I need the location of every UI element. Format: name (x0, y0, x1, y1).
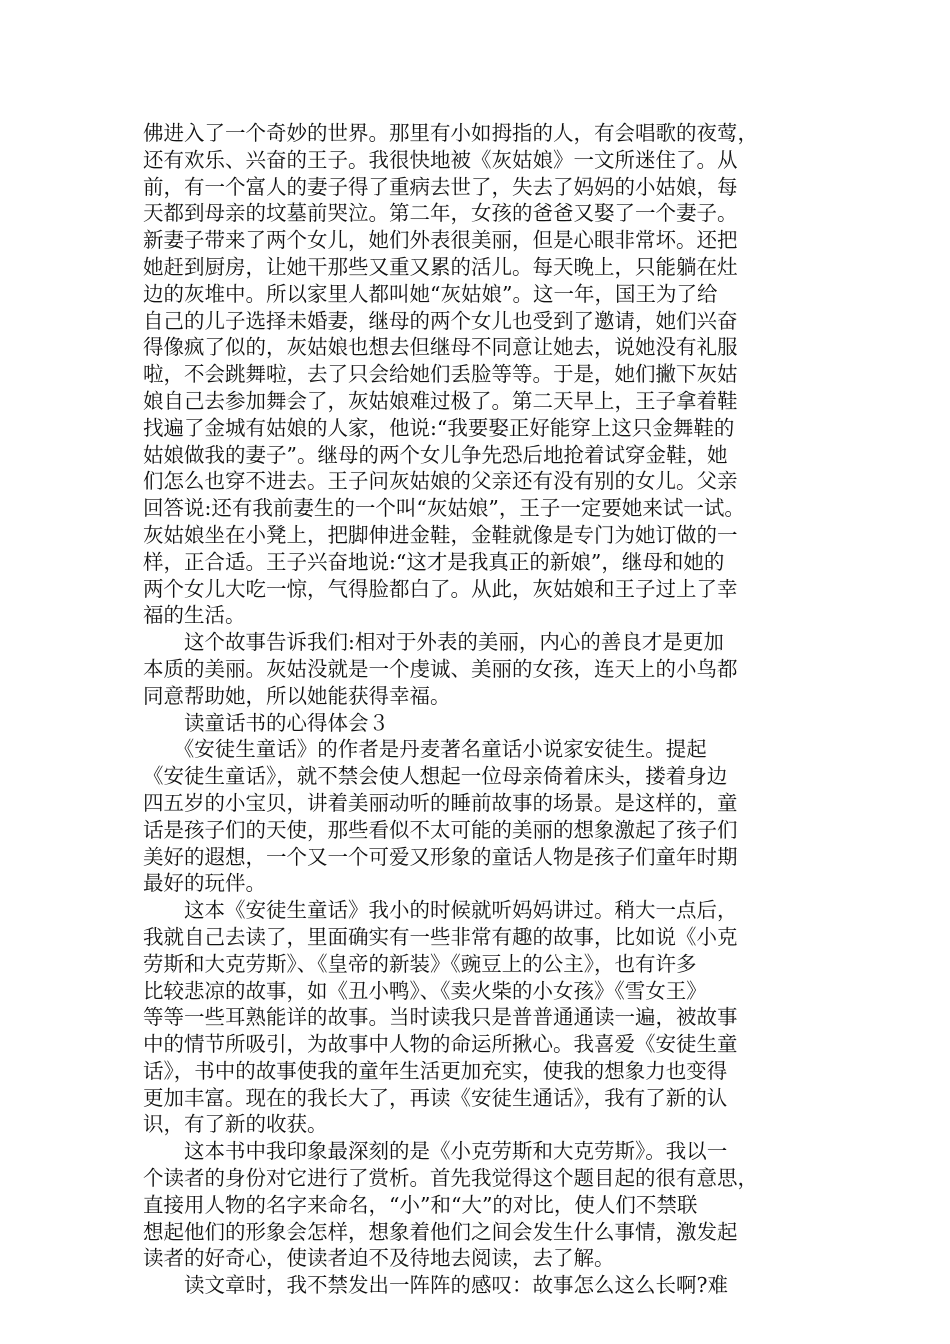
text-line: 等等一些耳熟能详的故事。当时读我只是普普通通读一遍，被故事 (143, 1005, 738, 1030)
text-line: 识，有了新的收获。 (143, 1112, 328, 1137)
text-line: 前，有一个富人的妻子得了重病去世了，失去了妈妈的小姑娘，每 (143, 174, 738, 199)
text-line: 最好的玩伴。 (143, 871, 266, 896)
text-line: 找遍了金城有姑娘的人家，他说:“我要娶正好能穿上这只金舞鞋的 (143, 415, 735, 440)
text-line: 本质的美丽。灰姑没就是一个虔诚、美丽的女孩，连天上的小鸟都 (143, 656, 738, 681)
text-line: 佛进入了一个奇妙的世界。那里有小如拇指的人，有会唱歌的夜莺， (143, 121, 758, 145)
text-line: 这本书中我印象最深刻的是《小克劳斯和大克劳斯》。我以一 (143, 1139, 728, 1164)
text-line: 个读者的身份对它进行了赏析。首先我觉得这个题目起的很有意思， (143, 1166, 758, 1191)
text-line: 劳斯和大克劳斯》、《皇帝的新装》《豌豆上的公主》，也有许多 (143, 951, 697, 976)
text-line: 两个女儿大吃一惊，气得脸都白了。从此，灰姑娘和王子过上了幸 (143, 576, 738, 601)
text-line: 边的灰堆中。所以家里人都叫她“灰姑娘”。这一年，国王为了给 (143, 281, 718, 306)
text-line: 得像疯了似的，灰姑娘也想去但继母不同意让她去，说她没有礼服 (143, 335, 738, 360)
text-line: 新妻子带来了两个女儿，她们外表很美丽，但是心眼非常坏。还把 (143, 228, 738, 253)
text-line: 她赶到厨房，让她干那些又重又累的活儿。每天晚上，只能躺在灶 (143, 254, 738, 279)
text-line: 自己的儿子选择未婚妻，继母的两个女儿也受到了邀请，她们兴奋 (143, 308, 738, 333)
text-line: 啦，不会跳舞啦，去了只会给她们丢脸等等。于是，她们撇下灰姑 (143, 362, 738, 387)
text-line: 娘自己去参加舞会了，灰姑娘难过极了。第二天早上，王子拿着鞋 (143, 388, 738, 413)
document-body (143, 120, 823, 1299)
text-line: 《安徒生童话》，就不禁会使人想起一位母亲倚着床头，搂着身边 (143, 764, 728, 789)
text-line: 读文章时，我不禁发出一阵阵的感叹：故事怎么这么长啊?难 (143, 1273, 728, 1298)
text-line: 这本《安徒生童话》我小的时候就听妈妈讲过。稍大一点后， (143, 898, 738, 923)
text-line: 福的生活。 (143, 603, 246, 628)
text-line: 美好的遐想，一个又一个可爱又形象的童话人物是孩子们童年时期 (143, 844, 738, 869)
text-line: 这个故事告诉我们:相对于外表的美丽，内心的善良才是更加 (143, 630, 724, 655)
text-line: 四五岁的小宝贝，讲着美丽动听的睡前故事的场景。是这样的，童 (143, 790, 738, 815)
text-line: 《安徒生童话》的作者是丹麦著名童话小说家安徒生。提起 (143, 737, 707, 762)
text-line: 灰姑娘坐在小凳上，把脚伸进金鞋，金鞋就像是专门为她订做的一 (143, 522, 738, 547)
text-line: 样，正合适。王子兴奋地说:“这才是我真正的新娘”，继母和她的 (143, 549, 725, 574)
text-line: 更加丰富。现在的我长大了，再读《安徒生通话》，我有了新的认 (143, 1085, 728, 1110)
text-line: 话》，书中的故事使我的童年生活更加充实，使我的想象力也变得 (143, 1058, 728, 1083)
text-line: 话是孩子们的天使，那些看似不太可能的美丽的想象激起了孩子们 (143, 817, 738, 842)
text-line: 读者的好奇心，使读者迫不及待地去阅读，去了解。 (143, 1246, 615, 1271)
text-line: 天都到母亲的坟墓前哭泣。第二年，女孩的爸爸又娶了一个妻子。 (143, 201, 738, 226)
text-line: 直接用人物的名字来命名，“小”和“大”的对比，使人们不禁联 (143, 1192, 698, 1217)
text-line: 比较悲凉的故事，如《丑小鸭》、《卖火柴的小女孩》《雪女王》 (143, 978, 707, 1003)
text-line: 读童话书的心得体会３ (143, 710, 389, 735)
text-line: 想起他们的形象会怎样，想象着他们之间会发生什么事情，激发起 (143, 1219, 738, 1244)
text-line: 回答说:还有我前妻生的一个叫“灰姑娘”，王子一定要她来试一试。 (143, 496, 745, 521)
text-line: 我就自己去读了，里面确实有一些非常有趣的故事，比如说《小克 (143, 924, 738, 949)
text-line: 们怎么也穿不进去。王子问灰姑娘的父亲还有没有别的女儿。父亲 (143, 469, 738, 494)
text-line: 同意帮助她，所以她能获得幸福。 (143, 683, 451, 708)
text-line: 还有欢乐、兴奋的王子。我很快地被《灰姑娘》一文所迷住了。从 (143, 147, 738, 172)
text-line: 中的情节所吸引，为故事中人物的命运所揪心。我喜爱《安徒生童 (143, 1032, 738, 1057)
text-line: 姑娘做我的妻子”。继母的两个女儿争先恐后地抢着试穿金鞋，她 (143, 442, 728, 467)
